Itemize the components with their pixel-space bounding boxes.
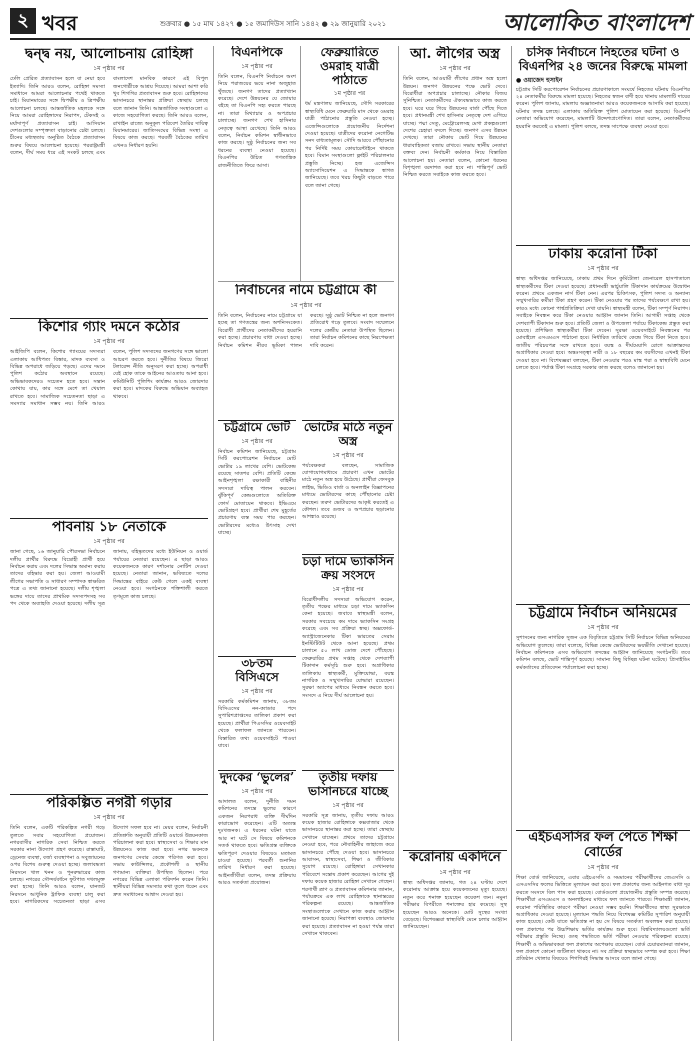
article bbox=[10, 318, 208, 515]
article bbox=[516, 830, 690, 1042]
article-body: পর্যবেক্ষকরা বলছেন, সামাজিক যোগাযোগমাধ্যমে প্রচারণা এখন ভোটের মাঠে নতুন অস্ত্র হয়ে উঠেছে। প্রার্থীরা ফেসবুক লাইভ, ভিডিও বার্তা ও অনলাইন বিজ্ঞাপনের মাধ্যমে ভোটারদের কাছে পৌঁছানোর চেষ্টা করছেন। তরুণ ভোটারদের আকৃষ্ট করতেই এ কৌশল। তবে গুজব ও অপপ্রচার ছড়ানোর আশঙ্কাও রয়েছে। bbox=[302, 462, 394, 521]
article bbox=[403, 46, 507, 846]
continuation-note: ১ম পৃষ্ঠার পর bbox=[332, 801, 364, 809]
section-rule bbox=[218, 281, 394, 282]
article bbox=[516, 604, 690, 827]
article-headline: ঢাকায় করোনা টিকা bbox=[548, 246, 658, 262]
article-headline: পরিকল্পিত নগরী গড়ার bbox=[46, 795, 172, 811]
article-body: সরকারি কর্মকমিশন জানায়, ৩৮তম বিসিএসের নন-ক্যাডার পদে সুপারিশপ্রাপ্তদের তালিকা প্রকাশ করা হয়েছে। প্রার্থীরা পিএসসির ওয়েবসাইট থেকে ফলাফল জানতে পারবেন। বিস্তারিত তথ্য ওয়েবসাইটে পাওয়া যাবে। bbox=[218, 698, 296, 750]
article-body: তিনি বলেন, নির্বাচনের নামে চট্টগ্রামে যা হচ্ছে তা গণতন্ত্রের জন্য অশনিসংকেত। বিরোধী প্রার্থীদের নেতাকর্মীদের হয়রানি করা হচ্ছে। প্রচারণায় বাধা দেওয়া হচ্ছে। নির্বাচন কমিশন নীরব ভূমিকা পালন করছে। সুষ্ঠু ভোট নিশ্চিত না হলে জনগণ প্রতিরোধ গড়ে তুলবে। সংবাদ সম্মেলনে দলের কেন্দ্রীয় নেতারা উপস্থিত ছিলেন। তারা নির্বাচন কমিশনের কাছে নিরপেক্ষতা দাবি করেন। bbox=[218, 312, 394, 349]
section-title: খবর bbox=[42, 11, 78, 35]
article bbox=[302, 770, 394, 1042]
newspaper-logo: আলোকিত বাংলাদেশ bbox=[502, 10, 690, 36]
continuation-note: ১ম পৃষ্ঠার পর bbox=[241, 437, 273, 445]
continuation-note: ১ম পৃষ্ঠার পর bbox=[332, 451, 364, 459]
dateline: শুক্রবার ● ১৫ মাঘ ১৪২৭ ● ১৫ জমাদিউস সানি ১৪৪২ ● ২৯ জানুয়ারি ২০২১ bbox=[160, 20, 387, 28]
continuation-note: ১ম পৃষ্ঠার পর bbox=[439, 868, 471, 876]
article-headline: চট্টগ্রামে নির্বাচন অনিয়মের bbox=[528, 605, 678, 621]
article-body: বিরোধীদলীয় সদস্যরা অভিযোগ করেন, তৃতীয় পক্ষের মাধ্যমে চড়া দামে ভ্যাকসিন কেনা হয়েছে। জবাবে স্বাস্থ্যমন্ত্রী বলেন, সরকার সবচেয়ে কম দামে ভ্যাকসিন সংগ্রহ করেছে এবং সব প্রক্রিয়া স্বচ্ছ। অক্সফোর্ড-অ্যাস্ট্রাজেনেকার টিকা ভারতের সেরাম ইনস্টিটিউট থেকে আনা হয়েছে। প্রথম চালানে ৫০ লাখ ডোজ দেশে পৌঁছেছে। ফেব্রুয়ারির প্রথম সপ্তাহ থেকে দেশব্যাপী টিকাদান কর্মসূচি শুরু হবে। অগ্রাধিকার তালিকায় স্বাস্থ্যকর্মী, মুক্তিযোদ্ধা, বয়স্ক নাগরিক ও সম্মুখসারির যোদ্ধারা রয়েছেন। সুরক্ষা অ্যাপের মাধ্যমে নিবন্ধন করতে হবে। সংসদে এ নিয়ে দীর্ঘ আলোচনা হয়। bbox=[302, 596, 394, 699]
article-body: তিনি বলেন, আওয়ামী লীগের প্রধান অস্ত্র হলো উন্নয়ন। জনগণ উন্নয়নের পক্ষে ভোট দেবে। বিরোধীরা অপপ্রচার চালাচ্ছে। নৌকার বিজয় সুনিশ্চিত। নেতাকর্মীদের ঐক্যবদ্ধভাবে কাজ করতে হবে। ঘরে ঘরে গিয়ে উন্নয়নের বার্তা পৌঁছে দিতে হবে। প্রধানমন্ত্রী শেখ হাসিনার নেতৃত্বে দেশ এগিয়ে যাচ্ছে। পদ্মা সেতু, মেট্রোরেলসহ মেগা প্রকল্পগুলো দেশের চেহারা বদলে দিচ্ছে। জনগণ এসব উন্নয়ন দেখছে। তারা নৌকায় ভোট দিয়ে উন্নয়নের ধারাবাহিকতা বজায় রাখবে। সভায় স্থানীয় নেতারা বক্তব্য দেন। নির্বাচনী কর্মকাণ্ড নিয়ে বিস্তারিত আলোচনা হয়। নেতারা বলেন, কোনো ধরনের বিশৃঙ্খলা বরদাশত করা হবে না। শান্তিপূর্ণ ভোট নিশ্চিত করতে সবাইকে কাজ করতে হবে। bbox=[403, 76, 507, 179]
article bbox=[10, 46, 208, 314]
column-rule bbox=[300, 46, 301, 281]
article-headline: করোনায় একদিনে bbox=[409, 850, 501, 865]
page-number: ২ bbox=[10, 8, 36, 34]
column-rule bbox=[213, 46, 214, 1041]
article-body: আইজিপি বলেন, কিশোর গ্যাংয়ের সদস্যরা এলাকায় আধিপত্য বিস্তার, মাদক ব্যবসা ও বিভিন্ন অপরাধে জড়িয়ে পড়ছে। এদের দমনে পুলিশ কঠোর অবস্থানে রয়েছে। অভিভাবকদেরও সচেতন হতে হবে। সন্তান কোথায় যায়, কার সঙ্গে মেশে তা খেয়াল রাখতে হবে। সামাজিক সচেতনতা ছাড়া এ সমস্যার সমাধান সম্ভব নয়। তিনি আরও বলেন, পুলিশ সদস্যদের জনগণের সঙ্গে ভালো আচরণ করতে হবে। দুর্নীতির বিষয়ে জিরো টলারেন্স নীতি অনুসরণ করা হচ্ছে। অপরাধী যেই হোক তাকে আইনের আওতায় আনা হবে। কমিউনিটি পুলিশিং কার্যক্রম আরও জোরদার করা হবে। মাদকের বিরুদ্ধে অভিযান অব্যাহত থাকবে। bbox=[10, 349, 208, 407]
article bbox=[218, 656, 296, 767]
article-headline: দ্বন্দ্ব নয়, আলোচনায় রোহিঙ্গা bbox=[25, 46, 193, 62]
article bbox=[218, 420, 296, 651]
article bbox=[302, 554, 394, 767]
article bbox=[305, 46, 394, 276]
continuation-note: ১ম পৃষ্ঠার পর bbox=[93, 814, 125, 822]
continuation-note: ১ম পৃষ্ঠার পর bbox=[587, 624, 619, 632]
continuation-note: ১ম পৃষ্ঠার পর bbox=[241, 687, 273, 695]
article-headline: পাবনায় ১৮ নেতাকে bbox=[52, 519, 166, 535]
continuation-note: ১ম পৃষ্ঠার পর bbox=[587, 265, 619, 273]
article bbox=[302, 420, 394, 551]
article-headline: নির্বাচনের নামে চট্টগ্রামে কী bbox=[235, 284, 377, 298]
continuation-note: ১ম পৃষ্ঠার পর bbox=[93, 65, 125, 73]
article bbox=[10, 518, 208, 791]
article-body: তিনি বলেন, একটি পরিকল্পিত নগরী গড়ে তুলতে সবার সহযোগিতা প্রয়োজন। নগরবাসীর নাগরিক সেবা নিশ্চিত করতে সরকার নানা উদ্যোগ গ্রহণ করেছে। রাস্তাঘাট, ড্রেনেজ ব্যবস্থা, বর্জ্য ব্যবস্থাপনা ও সবুজায়নের ওপর বিশেষ গুরুত্ব দেওয়া হচ্ছে। জলাবদ্ধতা নিরসনে খাল খনন ও পুনরুদ্ধারের কাজ চলছে। নগরের সৌন্দর্যবর্ধনে ফুটপাত দখলমুক্ত করা হচ্ছে। তিনি আরও বলেন, যানজট নিরসনে আধুনিক ট্রাফিক ব্যবস্থা চালু করা হবে। নাগরিকদের সচেতনতা ছাড়া এসব উদ্যোগ সফল হবে না। মেয়র বলেন, নির্বাচনী প্রতিশ্রুতি অনুযায়ী প্রতিটি ওয়ার্ডে উন্নয়নকাজ পরিচালনা করা হবে। স্বাস্থ্যসেবা ও শিক্ষার মান উন্নয়নেও কাজ করা হবে। নগর ভবনকে জনগণের সেবার কেন্দ্রে পরিণত করা হবে। সভায় কাউন্সিলর, প্রকৌশলী ও স্থানীয় গণ্যমান্য ব্যক্তিরা উপস্থিত ছিলেন। পরে নগরের বিভিন্ন এলাকা পরিদর্শন করেন তিনি। স্থানীয়রা বিভিন্ন সমস্যার কথা তুলে ধরেন এবং দ্রুত সমাধানের আশ্বাস দেওয়া হয়। bbox=[10, 825, 208, 906]
article-headline: চড়া দামে ভ্যাকসিন ক্রয় সংসদে bbox=[302, 554, 394, 582]
article-headline: বিএনপিকে bbox=[231, 46, 283, 59]
article-byline: ● ওয়াজেদ হুসাইন bbox=[516, 76, 563, 84]
article-body: স্বাস্থ্য অধিদপ্তর জানায়, গত ২৪ ঘণ্টায় দেশে করোনায় আক্রান্ত হয়ে কয়েকজনের মৃত্যু হয়েছে। নতুন করে শনাক্ত হয়েছেন কয়েকশ জন। নমুনা পরীক্ষার বিপরীতে শনাক্তের হার কমেছে। সুস্থ হয়েছেন আরও অনেকে। মোট সুস্থের সংখ্যা বেড়েছে। বিশেষজ্ঞরা স্বাস্থ্যবিধি মেনে চলার আহ্বান জানিয়েছেন। bbox=[403, 879, 507, 931]
article-headline: আ. লীগের অস্ত্র bbox=[410, 46, 500, 62]
article-body: তিনি বলেন, বিএনপি নির্বাচনে অংশ নিয়ে পরাজয়ের ভয়ে নানা অজুহাত খুঁজছে। জনগণ তাদের প্রত্যাখ্যান করেছে। দেশে উন্নয়নের যে জোয়ার বইছে তা বিএনপি সহ্য করতে পারছে না। তারা মিথ্যাচার ও অপপ্রচার চালাচ্ছে। জনগণ শেখ হাসিনার নেতৃত্বে আস্থা রেখেছে। তিনি আরও বলেন, নির্বাচন কমিশন স্বাধীনভাবে কাজ করছে। সুষ্ঠু নির্বাচনের জন্য সব ধরনের ব্যবস্থা নেওয়া হয়েছে। বিএনপির উচিত গণতান্ত্রিক রাজনীতিতে ফিরে আসা। bbox=[218, 73, 296, 169]
article bbox=[10, 794, 208, 1042]
article bbox=[403, 850, 507, 1042]
article-body: জানা গেছে, ১৬ জানুয়ারি পৌরসভা নির্বাচনে দলীয় প্রার্থীর বিরুদ্ধে বিদ্রোহী প্রার্থী হয়ে নির্বাচন করায় এবং দলের সিদ্ধান্ত অমান্য করায় তাদের বহিষ্কার করা হয়। জেলা আওয়ামী লীগের সভাপতি ও সাধারণ সম্পাদক স্বাক্ষরিত পত্রে এ তথ্য জানানো হয়েছে। দলীয় শৃঙ্খলা ভঙ্গের দায়ে তাদের প্রাথমিক সদস্যপদসহ সব পদ থেকে অব্যাহতি দেওয়া হয়েছে। দলীয় সূত্র জানায়, বহিষ্কৃতদের মধ্যে ইউনিয়ন ও ওয়ার্ড পর্যায়ের নেতারা রয়েছেন। এ ছাড়া আরও কয়েকজনকে কারণ দর্শানোর নোটিশ দেওয়া হয়েছে। নেতারা জানান, ভবিষ্যতে দলের সিদ্ধান্তের বাইরে কেউ গেলে একই ব্যবস্থা নেওয়া হবে। সংগঠনকে শক্তিশালী করতে তৃণমূলে কাজ চলছে। bbox=[10, 549, 208, 607]
continuation-note: ১ম পৃষ্ঠার পর bbox=[290, 301, 322, 309]
article-headline: ফেব্রুয়ারিতে ওমরাহ যাত্রী পাঠাতে bbox=[320, 46, 379, 87]
continuation-note: ১ম পৃষ্ঠার পর bbox=[241, 787, 273, 795]
article-headline: দুদকের ‘ভুলের’ bbox=[219, 770, 295, 784]
article-body: ঢেলি প্রেরিত প্রত্যাবাসন হলে বা নেয়া হবে ইত্যাদি। তিনি আরও বলেন, রোহিঙ্গা সমস্যা সমাধানে আমরা আলোচনার পথেই থাকতে চাই। মিয়ানমারের সঙ্গে দ্বিপক্ষীয় ও ত্রিপক্ষীয় আলোচনা চলছে। আন্তর্জাতিক মহলকে সঙ্গে নিয়ে আমরা রোহিঙ্গাদের নিরাপদ, টেকসই ও মর্যাদাপূর্ণ প্রত্যাবাসন চাই। আসিয়ান দেশগুলোর সম্পৃক্ততা বাড়ানোর চেষ্টা চলছে। চীনের মধ্যস্থতায় অনুষ্ঠিত বৈঠকে প্রত্যাবাসন শুরুর বিষয়ে আলোচনা হয়েছে। পররাষ্ট্রমন্ত্রী বলেন, দীর্ঘ সময় ধরে এই সংকট চলছে এবং বাংলাদেশ মানবিক কারণে এই বিপুল জনগোষ্ঠীকে আশ্রয় দিয়েছে। আমরা আশা করি খুব শিগগির প্রত্যাবাসন শুরু হবে। রোহিঙ্গাদের ভাসানচরে স্থানান্তর প্রক্রিয়া স্বেচ্ছায় চলছে বলে জানান তিনি। আন্তর্জাতিক সংস্থাগুলো এ কাজে সহযোগিতা করছে। তিনি আরও বলেন, রাখাইন রাজ্যে অনুকূল পরিবেশ তৈরির দায়িত্ব মিয়ানমারের। জাতিসংঘের বিভিন্ন সংস্থা এ বিষয়ে কাজ করছে। পরবর্তী বৈঠকের তারিখ এখনও নির্ধারণ হয়নি। bbox=[10, 76, 208, 157]
article-body: সরকারি সূত্র জানায়, তৃতীয় দফায় আরও কয়েক হাজার রোহিঙ্গাকে কক্সবাজার থেকে ভাসানচরে স্থানান্তর করা হচ্ছে। তারা স্বেচ্ছায় সেখানে যাচ্ছেন। প্রথমে তাদের চট্টগ্রামে নেওয়া হবে, পরে নৌবাহিনীর জাহাজে করে ভাসানচরে পৌঁছে দেওয়া হবে। ভাসানচরে আবাসন, স্বাস্থ্যসেবা, শিক্ষা ও জীবিকার সুযোগ রয়েছে। রোহিঙ্গারা সেখানকার পরিবেশে সন্তোষ প্রকাশ করেছেন। আগের দুই দফায় কয়েক হাজার রোহিঙ্গা সেখানে গেছেন। শরণার্থী ত্রাণ ও প্রত্যাবাসন কমিশনার জানান, পর্যায়ক্রমে এক লাখ রোহিঙ্গাকে স্থানান্তরের পরিকল্পনা রয়েছে। আন্তর্জাতিক সংস্থাগুলোকে সেখানে কাজ করার আহ্বান জানানো হয়েছে। নিরাপত্তা ব্যবস্থাও জোরদার করা হয়েছে। প্রত্যাবাসন না হওয়া পর্যন্ত তারা সেখানে থাকবেন। bbox=[302, 812, 394, 938]
continuation-note: ১ম পৃষ্ঠার পর bbox=[439, 65, 471, 73]
article bbox=[516, 245, 690, 601]
continuation-note: ১ম পৃষ্ঠার পর bbox=[587, 863, 619, 871]
masthead bbox=[10, 6, 690, 42]
article-headline: কিশোর গ্যাং দমনে কঠোর bbox=[38, 319, 180, 335]
article bbox=[218, 46, 296, 276]
article bbox=[218, 284, 394, 414]
article-headline: চসিক নির্বাচনে নিহতের ঘটনা ও বিএনপির ২৪ জনের বিরুদ্ধে মামলা bbox=[518, 46, 688, 73]
column-rule bbox=[398, 46, 399, 1041]
article-body: স্বাস্থ্য অধিদপ্তর জানিয়েছে, ঢাকায় প্রথম দিনে কুর্মিটোলা জেনারেল হাসপাতালে স্বাস্থ্যকর্মীদের টিকা দেওয়া হয়েছে। প্রধানমন্ত্রী ভার্চুয়ালি টিকাদান কার্যক্রমের উদ্বোধন করেন। প্রথমে একজন নার্স টিকা নেন। এরপর চিকিৎসক, পুলিশ সদস্য ও অন্যান্য সম্মুখসারির কর্মীরা টিকা গ্রহণ করেন। টিকা নেওয়ার পর তাদের পর্যবেক্ষণে রাখা হয়। কারও মধ্যে কোনো পার্শ্বপ্রতিক্রিয়া দেখা যায়নি। স্বাস্থ্যমন্ত্রী বলেন, টিকা সম্পূর্ণ নিরাপদ। সবাইকে নিবন্ধন করে টিকা নেওয়ার আহ্বান জানান তিনি। আগামী সপ্তাহ থেকে দেশব্যাপী টিকাদান শুরু হবে। প্রতিটি জেলা ও উপজেলা পর্যায়ে টিকাকেন্দ্র প্রস্তুত করা হয়েছে। প্রশিক্ষিত স্বাস্থ্যকর্মীরা টিকা দেবেন। সুরক্ষা ওয়েবসাইটে নিবন্ধনের পর মোবাইলে এসএমএস পাঠানো হবে। নির্ধারিত তারিখে কেন্দ্রে গিয়ে টিকা নিতে হবে। জাতীয় পরিচয়পত্র সঙ্গে রাখতে হবে। বয়স্ক ও দীর্ঘমেয়াদি রোগে আক্রান্তদের অগ্রাধিকার দেওয়া হবে। অন্তঃসত্ত্বা নারী ও ১৮ বছরের কম বয়সীদের এখনই টিকা দেওয়া হবে না। বিশেষজ্ঞরা বলছেন, টিকা নেওয়ার পরও মাস্ক পরা ও স্বাস্থ্যবিধি মেনে চলতে হবে। পর্যাপ্ত টিকা সংগ্রহে সরকার কাজ করছে বলেও জানানো হয়। bbox=[516, 276, 690, 371]
continuation-note: ১ম পৃষ্ঠার পর bbox=[333, 90, 366, 98]
continuation-note: ১ম পৃষ্ঠার পর bbox=[93, 538, 125, 546]
continuation-note: ১ম পৃষ্ঠার পর bbox=[241, 62, 273, 70]
article bbox=[218, 770, 296, 1042]
article-headline: ৩৮তম বিসিএসে bbox=[235, 656, 279, 684]
article-headline: এইচএসসির ফল পেতে শিক্ষা বোর্ডের bbox=[528, 830, 678, 860]
article bbox=[516, 46, 690, 241]
article-body: নির্বাচন কমিশন জানিয়েছে, চট্টগ্রাম সিটি করপোরেশন নির্বাচনে মোট ভোটার ১৯ লাখের বেশি। ভোটকেন্দ্র রয়েছে সাতশর বেশি। প্রতিটি কেন্দ্রে আইনশৃঙ্খলা রক্ষাকারী বাহিনীর সদস্যরা দায়িত্ব পালন করবেন। ঝুঁকিপূর্ণ কেন্দ্রগুলোতে অতিরিক্ত ফোর্স মোতায়েন থাকবে। ইভিএমে ভোটগ্রহণ হবে। প্রার্থীরা শেষ মুহূর্তের প্রচারণায় ব্যস্ত সময় পার করছেন। ভোটারদের মধ্যেও উৎসাহ দেখা যাচ্ছে। bbox=[218, 448, 296, 537]
masthead-rule bbox=[10, 38, 690, 40]
column-rule bbox=[511, 46, 512, 1041]
article-body: সুশাসনের জন্য নাগরিক সুজন এক বিবৃতিতে চট্টগ্রাম সিটি নির্বাচনে বিভিন্ন অনিয়মের অভিযোগ তুলেছে। তারা বলেছে, বিভিন্ন কেন্দ্রে ভোটারদের ভয়ভীতি দেখানো হয়েছে। নির্বাচন কমিশনকে এসব অভিযোগ তদন্তের আহ্বান জানিয়েছে সংগঠনটি। তবে কমিশন বলছে, ভোট শান্তিপূর্ণ হয়েছে। সামান্য কিছু বিচ্ছিন্ন ঘটনা ঘটেছে। প্রিসাইডিং কর্মকর্তাদের প্রতিবেদন পর্যালোচনা করা হচ্ছে। bbox=[516, 635, 690, 671]
article-body: ধর্ম মন্ত্রণালয় জানিয়েছে, সৌদি সরকারের স্বাস্থ্যবিধি মেনে ফেব্রুয়ারি মাস থেকে ওমরাহ যাত্রী পাঠানোর প্রস্তুতি নেওয়া হচ্ছে। এজেন্সিগুলোকে প্রয়োজনীয় নির্দেশনা দেওয়া হয়েছে। যাত্রীদের করোনা নেগেটিভ সনদ বাধ্যতামূলক। সৌদি আরবে পৌঁছানোর পর নির্দিষ্ট সময় কোয়ারেন্টাইনে থাকতে হবে। বিমান সংস্থাগুলো ফ্লাইট পরিচালনার প্রস্তুতি নিচ্ছে। হজ এজেন্সিস অ্যাসোসিয়েশন এ সিদ্ধান্তকে স্বাগত জানিয়েছে। তবে খরচ কিছুটা বাড়তে পারে বলে জানা গেছে। bbox=[305, 101, 394, 189]
article-body: চট্টগ্রাম সিটি করপোরেশন নির্বাচনের প্রচারণাকালে সংঘর্ষে নিহতের ঘটনায় বিএনপির ২৪ নেতাকর্মীর বিরুদ্ধে মামলা হয়েছে। নিহতের স্বজন বাদী হয়ে থানায় মামলাটি দায়ের করেন। পুলিশ জানায়, মামলায় অজ্ঞাতনামা আরও কয়েকজনকে আসামি করা হয়েছে। ঘটনার তদন্ত চলছে। এলাকায় অতিরিক্ত পুলিশ মোতায়েন করা হয়েছে। বিএনপি নেতারা অভিযোগ করেছেন, মামলাটি উদ্দেশ্যপ্রণোদিত। তারা বলেন, নেতাকর্মীদের হয়রানি করতেই এ মামলা। পুলিশ বলছে, তদন্ত সাপেক্ষে ব্যবস্থা নেওয়া হবে। bbox=[516, 86, 690, 130]
continuation-note: ১ম পৃষ্ঠার পর bbox=[332, 585, 364, 593]
article-headline: ভোটের মাঠে নতুন অস্ত্র bbox=[303, 420, 393, 448]
article-headline: চট্টগ্রামে ভোট bbox=[223, 420, 290, 434]
article-body: আদালত বলেন, দুর্নীতি দমন কমিশনের তদন্তে ভুলের কারণে একজন নিরপরাধ ব্যক্তি দীর্ঘদিন কারাভোগ করেছেন। এটি অত্যন্ত দুঃখজনক। এ ধরনের ঘটনা যাতে আর না ঘটে সে বিষয়ে কমিশনকে সতর্ক থাকতে হবে। ক্ষতিগ্রস্ত ব্যক্তিকে ক্ষতিপূরণ দেওয়ার বিষয়েও মতামত চাওয়া হয়েছে। পরবর্তী শুনানির তারিখ নির্ধারণ করা হয়েছে। আইনজীবীরা বলেন, তদন্ত প্রক্রিয়ায় আরও সতর্কতা প্রয়োজন। bbox=[218, 798, 296, 887]
article-headline: তৃতীয় দফায় ভাসানচরে যাচ্ছে bbox=[308, 770, 388, 798]
continuation-note: ১ম পৃষ্ঠার পর bbox=[93, 338, 125, 346]
article-body: শিক্ষা বোর্ড জানিয়েছে, এবার এইচএসসি ও সমমানের পরীক্ষার্থীদের জেএসসি ও এসএসসির ফলের ভিত্তিতে মূল্যায়ন করা হবে। ফল প্রকাশের জন্য আইনগত বাধা দূর করতে সংসদে বিল পাস করা হয়েছে। বোর্ডগুলো প্রয়োজনীয় প্রস্তুতি সম্পন্ন করেছে। শিক্ষার্থীরা এসএমএস ও অনলাইনের মাধ্যমে ফল জানতে পারবে। শিক্ষামন্ত্রী জানান, করোনা পরিস্থিতির কারণে পরীক্ষা নেওয়া সম্ভব হয়নি। শিক্ষার্থীদের স্বাস্থ্য সুরক্ষাকে অগ্রাধিকার দেওয়া হয়েছে। মূল্যায়ন পদ্ধতি নিয়ে বিশেষজ্ঞ কমিটির সুপারিশ অনুযায়ী কাজ হয়েছে। কেউ যাতে ক্ষতিগ্রস্ত না হয় সে বিষয়ে সতর্কতা অবলম্বন করা হয়েছে। ফল প্রকাশের পর উচ্চশিক্ষায় ভর্তির কার্যক্রম শুরু হবে। বিশ্ববিদ্যালয়গুলো ভর্তি পরীক্ষার প্রস্তুতি নিচ্ছে। গুচ্ছ পদ্ধতিতে ভর্তি পরীক্ষা নেওয়ার পরিকল্পনা রয়েছে। শিক্ষার্থী ও অভিভাবকরা ফল প্রকাশের অপেক্ষায় রয়েছেন। বোর্ড চেয়ারম্যানরা জানান, ফল প্রকাশে কোনো জটিলতা থাকবে না। সব প্রক্রিয়া স্বচ্ছভাবে সম্পন্ন করা হবে। শিক্ষা প্রতিষ্ঠান খোলার বিষয়েও শিগগিরই সিদ্ধান্ত আসবে বলে জানা গেছে। bbox=[516, 874, 690, 963]
